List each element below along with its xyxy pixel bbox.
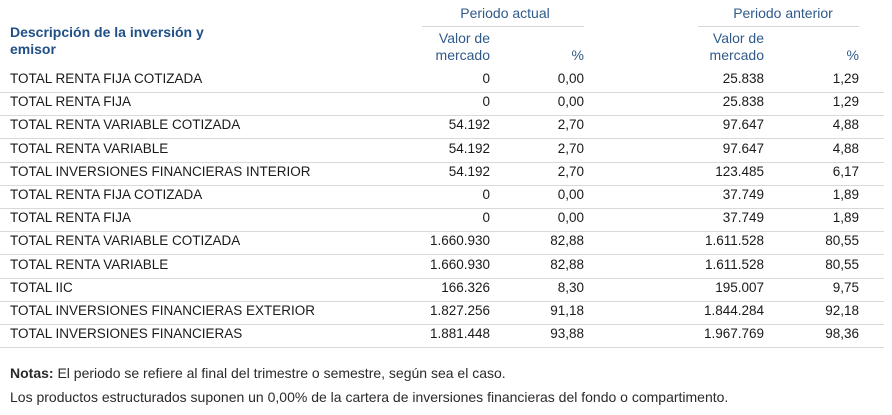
- current-market-value: 0: [482, 71, 490, 86]
- row-label: TOTAL RENTA FIJA: [10, 94, 132, 110]
- pct-header-current: %: [571, 47, 584, 63]
- table-row: [0, 139, 884, 163]
- period-current-header: Periodo actual: [460, 5, 550, 21]
- market-value-header-previous: Valor de mercado: [709, 30, 764, 63]
- previous-percent: 80,55: [825, 256, 859, 272]
- previous-percent: 4,88: [832, 117, 859, 133]
- table-row: [0, 278, 884, 302]
- current-percent: 0,00: [557, 71, 584, 86]
- table-row: [0, 162, 884, 186]
- table-row: [0, 208, 884, 232]
- current-percent: 0,00: [557, 210, 584, 226]
- table-row: [0, 69, 884, 93]
- row-label: TOTAL INVERSIONES FINANCIERAS EXTERIOR: [10, 303, 316, 318]
- table-row: [0, 92, 884, 116]
- previous-market-value: 123.485: [715, 163, 764, 179]
- current-percent: 2,70: [557, 140, 584, 156]
- row-label: TOTAL RENTA VARIABLE: [10, 256, 169, 272]
- previous-percent: 1,29: [832, 71, 859, 86]
- previous-percent: 4,88: [832, 140, 859, 156]
- current-market-value: 166.326: [441, 279, 490, 295]
- row-label: TOTAL RENTA FIJA COTIZADA: [10, 71, 203, 86]
- description-column-header: Descripción de la inversión y emisor: [10, 24, 204, 57]
- current-percent: 82,88: [550, 233, 584, 249]
- table-row: [0, 115, 884, 139]
- previous-market-value: 37.749: [722, 187, 764, 202]
- previous-market-value: 25.838: [722, 71, 764, 86]
- current-market-value: 0: [482, 210, 490, 226]
- current-market-value: 1.660.930: [429, 256, 490, 272]
- notes-label: Notas:: [10, 365, 54, 381]
- previous-market-value: 97.647: [722, 117, 764, 133]
- previous-market-value: 1.611.528: [704, 233, 764, 249]
- row-label: TOTAL IIC: [10, 279, 73, 295]
- market-value-header-current: Valor de mercado: [435, 30, 490, 63]
- row-label: TOTAL INVERSIONES FINANCIERAS INTERIOR: [10, 163, 311, 179]
- current-market-value: 54.192: [448, 117, 490, 133]
- current-market-value: 1.827.256: [429, 303, 490, 318]
- previous-market-value: 25.838: [722, 94, 764, 110]
- table-row: [0, 231, 884, 255]
- previous-percent: 1,29: [832, 94, 859, 110]
- current-market-value: 0: [482, 94, 490, 110]
- table-row: [0, 324, 884, 348]
- current-percent: 0,00: [557, 187, 584, 202]
- current-percent: 2,70: [557, 163, 584, 179]
- previous-percent: 92,18: [825, 303, 859, 318]
- header-divider: [698, 26, 859, 27]
- current-percent: 91,18: [550, 303, 584, 318]
- period-previous-header: Periodo anterior: [733, 5, 833, 21]
- previous-market-value: 1.967.769: [703, 326, 764, 342]
- previous-market-value: 1.844.284: [703, 303, 764, 318]
- current-market-value: 54.192: [448, 140, 490, 156]
- row-label: TOTAL RENTA VARIABLE COTIZADA: [10, 233, 241, 249]
- table-row: [0, 255, 884, 279]
- previous-market-value: 195.007: [715, 279, 764, 295]
- current-percent: 8,30: [557, 279, 584, 295]
- previous-market-value: 97.647: [722, 140, 764, 156]
- table-row: [0, 301, 884, 325]
- note-text-1: El periodo se refiere al final del trimestre o semestre, según sea el caso.: [57, 365, 506, 381]
- table-row: [0, 185, 884, 209]
- row-label: TOTAL RENTA VARIABLE COTIZADA: [10, 117, 241, 133]
- row-label: TOTAL RENTA FIJA COTIZADA: [10, 187, 203, 202]
- current-percent: 0,00: [557, 94, 584, 110]
- previous-percent: 1,89: [832, 187, 859, 202]
- current-market-value: 1.660.930: [429, 233, 490, 249]
- pct-header-previous: %: [846, 47, 859, 63]
- row-label: TOTAL RENTA VARIABLE: [10, 140, 169, 156]
- previous-percent: 80,55: [825, 233, 859, 249]
- row-label: TOTAL INVERSIONES FINANCIERAS: [10, 326, 243, 342]
- previous-market-value: 1.611.528: [704, 256, 764, 272]
- previous-percent: 9,75: [832, 279, 859, 295]
- current-percent: 2,70: [557, 117, 584, 133]
- note-line-2: Los productos estructurados suponen un 0,00% de la cartera de inversiones financieras del fondo o compartimento.: [10, 389, 729, 405]
- current-percent: 82,88: [550, 256, 584, 272]
- previous-market-value: 37.749: [722, 210, 764, 226]
- current-percent: 93,88: [550, 326, 584, 342]
- previous-percent: 6,17: [832, 163, 859, 179]
- header-divider: [422, 26, 584, 27]
- previous-percent: 1,89: [832, 210, 859, 226]
- current-market-value: 1.881.448: [429, 326, 490, 342]
- current-market-value: 0: [482, 187, 490, 202]
- row-label: TOTAL RENTA FIJA: [10, 210, 132, 226]
- current-market-value: 54.192: [448, 163, 490, 179]
- previous-percent: 98,36: [825, 326, 859, 342]
- note-line-1: [10, 365, 506, 381]
